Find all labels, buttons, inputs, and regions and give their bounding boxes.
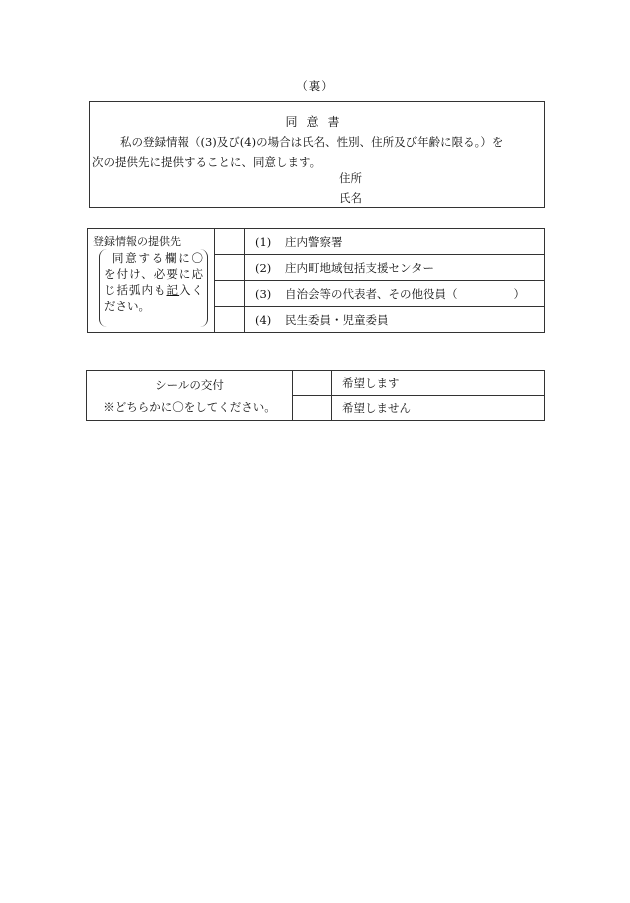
provider-check-4[interactable]: [215, 307, 245, 333]
sticker-check-no[interactable]: [293, 396, 332, 421]
provider-item-3[interactable]: [245, 281, 545, 307]
sticker-option-yes: 希望します: [332, 371, 545, 396]
sticker-check-yes[interactable]: [293, 371, 332, 396]
item-close-paren: ）: [513, 286, 525, 301]
item-number: (3): [255, 286, 272, 301]
consent-body: [92, 132, 534, 172]
provider-note: [99, 249, 208, 327]
provider-check-3[interactable]: [215, 281, 245, 307]
provider-note-underlined: 記: [166, 283, 179, 297]
provider-label-cell: [88, 229, 215, 333]
item-number: (1): [255, 234, 272, 249]
consent-body-line2: 次の提供先に提供することに、同意します。: [92, 155, 322, 169]
provider-heading: 登録情報の提供先: [93, 235, 181, 248]
provider-item-4: [245, 307, 545, 333]
provider-note-text: 同意する欄に〇を付け、必要に応じ括弧内も: [104, 251, 203, 297]
address-label: 住所: [339, 171, 362, 185]
item-label: 庄内警察署: [285, 234, 343, 249]
page-side-label: （裏）: [296, 79, 334, 93]
item-label: 民生委員・児童委員: [285, 312, 389, 327]
item-label: 庄内町地域包括支援センター: [285, 260, 435, 275]
table-row: [88, 229, 545, 255]
provider-table: [87, 228, 545, 333]
item-number: (4): [255, 312, 272, 327]
provider-item-1: [245, 229, 545, 255]
provider-check-1[interactable]: [215, 229, 245, 255]
sticker-table: [86, 370, 545, 421]
sticker-option-no: 希望しません: [332, 396, 545, 421]
name-label: 氏名: [339, 191, 362, 205]
sticker-label-cell: [87, 371, 293, 421]
sticker-label: シールの交付: [155, 377, 224, 392]
provider-item-2: [245, 255, 545, 281]
item-label: 自治会等の代表者、その他役員（: [285, 286, 458, 301]
item-number: (2): [255, 260, 272, 275]
consent-body-line1: 私の登録情報（(3)及び(4)の場合は氏名、性別、住所及び年齢に限る。）を: [120, 135, 504, 149]
table-row: [87, 371, 545, 396]
provider-check-2[interactable]: [215, 255, 245, 281]
consent-title: 同意書: [285, 115, 349, 129]
sticker-instruction: ※どちらかに〇をしてください。: [103, 399, 276, 414]
provider-note-text-end: 入ください。: [104, 283, 203, 313]
consent-form: [89, 101, 545, 208]
